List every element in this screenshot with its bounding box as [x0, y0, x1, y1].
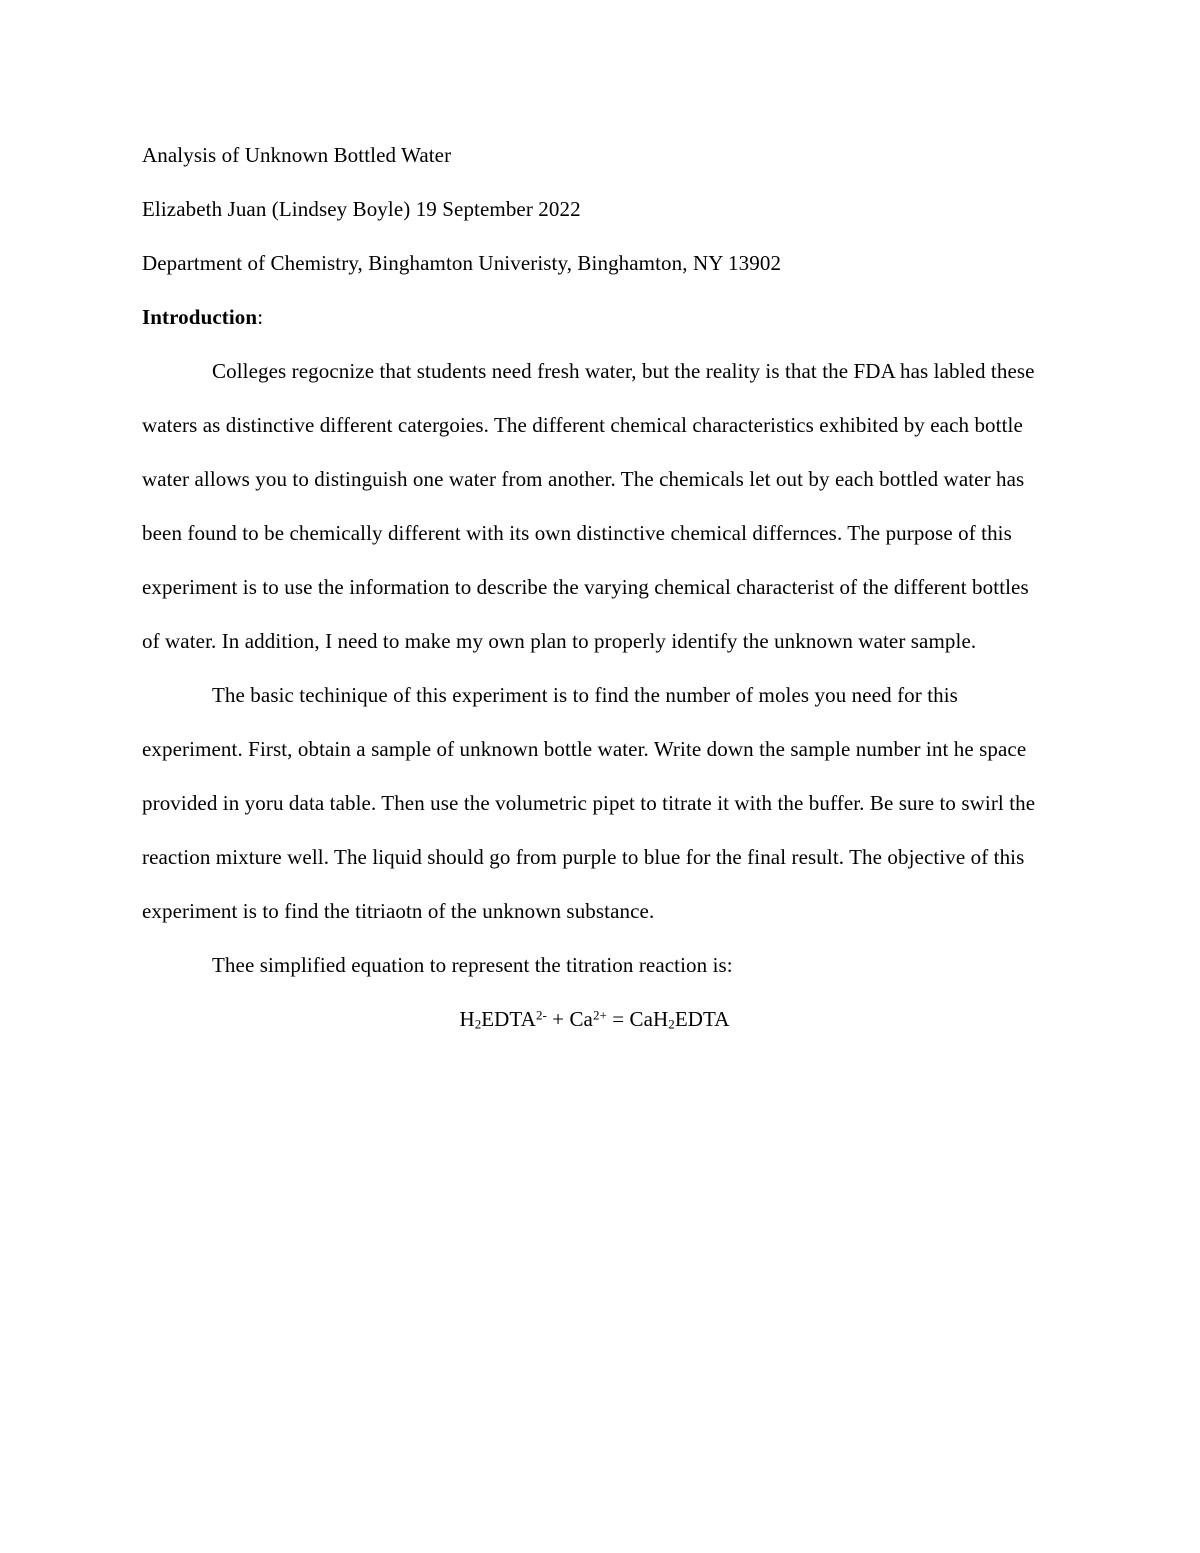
equation-reactant1-rest: EDTA: [481, 1007, 536, 1031]
document-byline: Elizabeth Juan (Lindsey Boyle) 19 September 2022: [142, 197, 581, 221]
equation-equals-operator: =: [606, 1007, 630, 1031]
equation-plus-operator: +: [546, 1007, 570, 1031]
equation-product-subscript: 2: [668, 1016, 675, 1032]
equation-product-base: CaH: [629, 1007, 669, 1031]
equation-reactant2-base: Ca: [569, 1007, 593, 1031]
equation-reactant2-superscript: 2+: [592, 1007, 607, 1023]
equation-product-rest: EDTA: [674, 1007, 730, 1031]
titration-equation: [142, 992, 1047, 1046]
introduction-paragraph-2: The basic techinique of this experiment is to find the number of moles you need for this experiment. First, obtain a sample of unknown bottle water. Write down the sample number int he space provided in yoru data table. Then use the volumetric pipet to titrate it with the buffer. Be sure to swirl the reaction mixture well. The liquid should go from purple to blue for the final result. The objective of this experiment is to find the titriaotn of the unknown substance.: [142, 683, 1036, 923]
introduction-heading-colon: :: [257, 305, 264, 329]
introduction-heading: [142, 290, 1047, 344]
document-title: Analysis of Unknown Bottled Water: [142, 143, 452, 167]
equation-reactant1-superscript: 2-: [535, 1007, 547, 1023]
equation-reactant1-base: H: [459, 1007, 475, 1031]
equation-reactant1-subscript: 2: [474, 1016, 482, 1032]
introduction-paragraph-1: Colleges regocnize that students need fresh water, but the reality is that the FDA has labled these waters as distinctive different catergoies. The different chemical characteristics exhibited by each bottle water allows you to distinguish one water from another. The chemicals let out by each bottled water has been found to be chemically different with its own distinctive chemical differnces. The purpose of this experiment is to use the information to describe the varying chemical characterist of the different bottles of water. In addition, I need to make my own plan to properly identify the unknown water sample.: [142, 359, 1035, 653]
introduction-heading-text: Introduction: [142, 305, 258, 329]
document-affiliation: Department of Chemistry, Binghamton Univeristy, Binghamton, NY 13902: [142, 251, 782, 275]
introduction-paragraph-3: Thee simplified equation to represent the titration reaction is:: [212, 953, 733, 977]
